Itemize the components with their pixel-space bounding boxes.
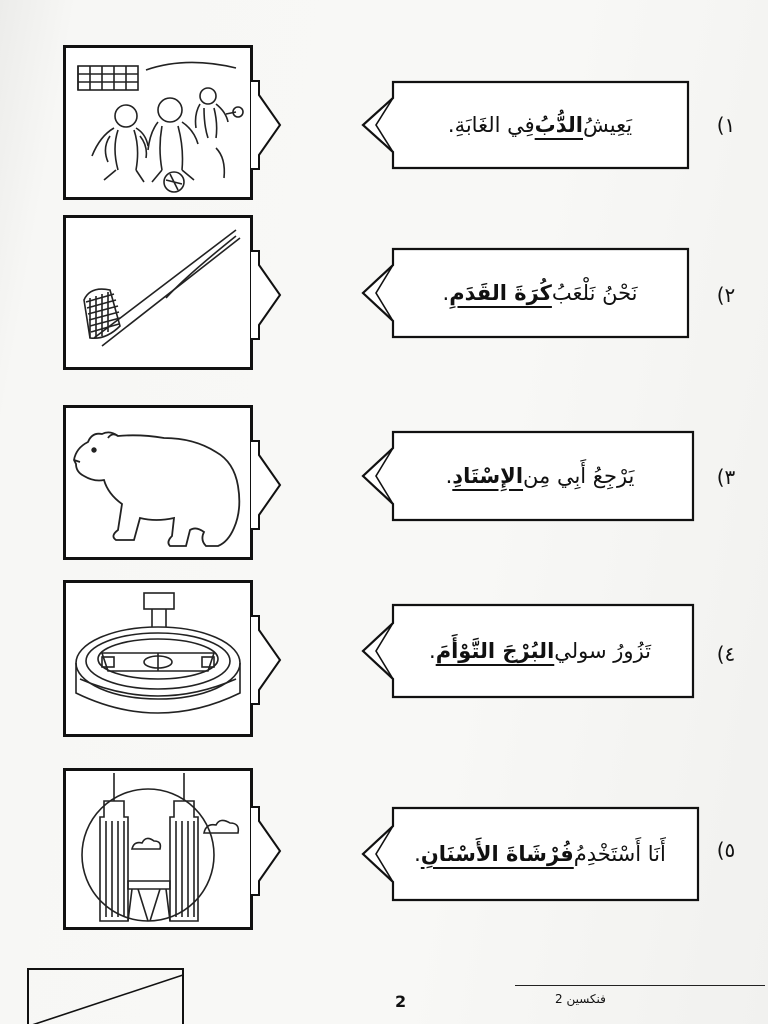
picture-box-1 bbox=[63, 45, 253, 200]
sentence-before: أَنَا أَسْتَخْدِمُ bbox=[573, 842, 666, 866]
right-arrow-icon bbox=[250, 806, 282, 896]
sentence-after: . bbox=[442, 281, 450, 305]
footer-corner-box bbox=[27, 968, 184, 1024]
footer-book-title: فنكسين 2 bbox=[555, 992, 606, 1006]
underlined-word: الإِسْتَادِ bbox=[452, 464, 524, 488]
sentence-text-5 bbox=[400, 806, 680, 902]
sentence-before: يَرْجِعُ أَبِي مِن bbox=[523, 464, 635, 488]
toothbrush-icon bbox=[66, 218, 250, 367]
exercise-row-1 bbox=[0, 45, 768, 205]
exercise-row-4 bbox=[0, 580, 768, 740]
item-number-3: ٣) bbox=[716, 465, 736, 489]
twin-towers-icon bbox=[66, 771, 250, 927]
sentence-box-3 bbox=[360, 430, 690, 522]
page-number: 2 bbox=[395, 992, 407, 1011]
underlined-word: البُرْجَ التَّوْأَمَ bbox=[435, 639, 555, 663]
sentence-text-2 bbox=[400, 247, 680, 339]
exercise-row-2 bbox=[0, 215, 768, 375]
sentence-after: فِي الغَابَةِ. bbox=[447, 113, 535, 137]
underlined-word: كُرَةَ القَدَمِ bbox=[449, 281, 552, 305]
right-arrow-icon bbox=[250, 615, 282, 705]
sentence-after: . bbox=[445, 464, 453, 488]
sentence-after: . bbox=[414, 842, 421, 866]
underlined-word: الدُّبُ bbox=[534, 113, 583, 137]
exercise-row-5 bbox=[0, 768, 768, 933]
footer-rule bbox=[515, 985, 765, 986]
sentence-box-2 bbox=[360, 247, 690, 339]
exercise-row-3 bbox=[0, 405, 768, 565]
right-arrow-icon bbox=[250, 440, 282, 530]
children-football-icon bbox=[66, 48, 250, 197]
sentence-before: يَعِيشُ bbox=[583, 113, 633, 137]
sentence-box-5 bbox=[360, 806, 690, 902]
picture-box-3 bbox=[63, 405, 253, 560]
item-number-2: ٢) bbox=[716, 283, 736, 307]
item-number-4: ٤) bbox=[716, 642, 736, 666]
polar-bear-icon bbox=[66, 408, 250, 557]
sentence-after: . bbox=[429, 639, 436, 663]
sentence-before: تَزُورُ سولي bbox=[554, 639, 652, 663]
item-number-1: ١) bbox=[716, 113, 736, 137]
sentence-text-4 bbox=[400, 603, 680, 699]
sentence-before: نَحْنُ نَلْعَبُ bbox=[551, 281, 638, 305]
sentence-box-1 bbox=[360, 80, 690, 170]
item-number-5: ٥) bbox=[716, 838, 736, 862]
sentence-box-4 bbox=[360, 603, 690, 699]
stadium-icon bbox=[66, 583, 250, 734]
right-arrow-icon bbox=[250, 80, 282, 170]
underlined-word: فُرْشَاةَ الأَسْنَانِ bbox=[420, 842, 574, 866]
picture-box-5 bbox=[63, 768, 253, 930]
right-arrow-icon bbox=[250, 250, 282, 340]
sentence-text-3 bbox=[400, 430, 680, 522]
picture-box-4 bbox=[63, 580, 253, 737]
picture-box-2 bbox=[63, 215, 253, 370]
diagonal-line-icon bbox=[29, 970, 184, 1024]
sentence-text-1 bbox=[400, 80, 680, 170]
